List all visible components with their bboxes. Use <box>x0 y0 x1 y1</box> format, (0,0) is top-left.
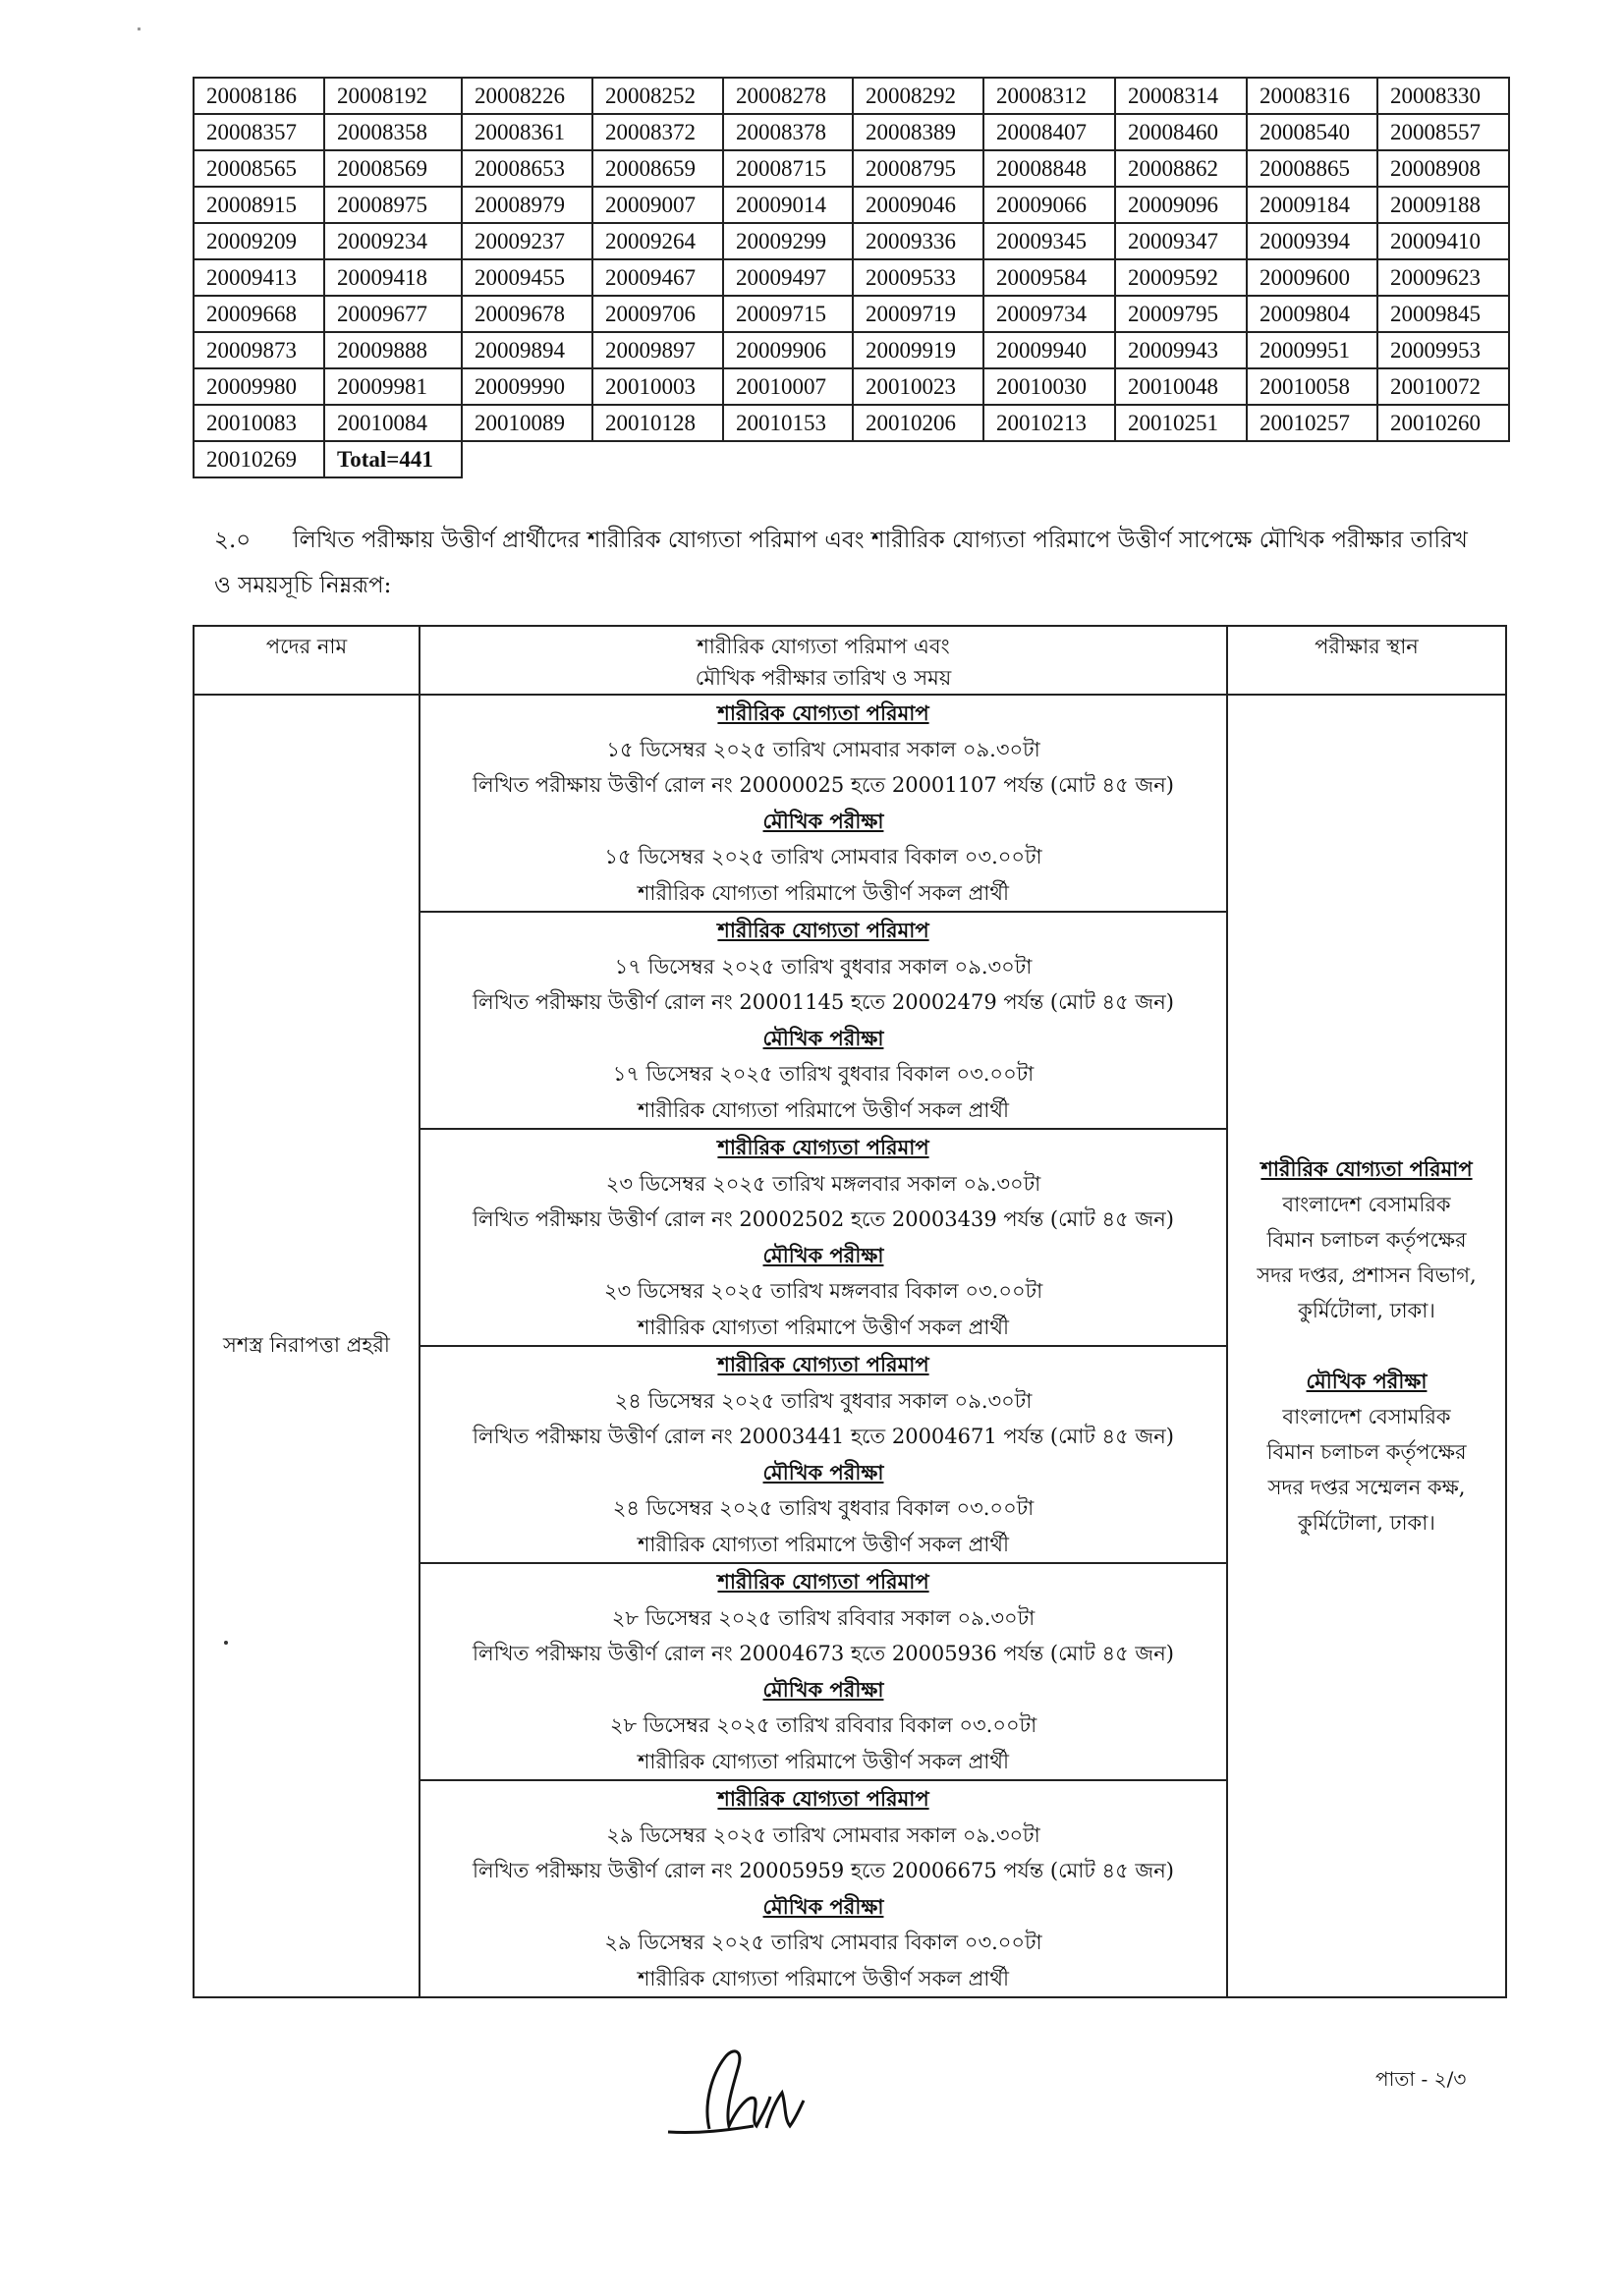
roll-cell: 20010007 <box>723 368 853 405</box>
viva-heading: মৌখিক পরীক্ষা <box>762 808 884 833</box>
header-post: পদের নাম <box>194 626 420 695</box>
roll-cell: 20009980 <box>194 368 324 405</box>
roll-cell: 20009345 <box>983 223 1115 259</box>
roll-cell: 20008975 <box>324 187 462 223</box>
empty-cell <box>1115 441 1247 477</box>
pm-rolls: লিখিত পরীক্ষায় উত্তীর্ণ রোল নং 20003441 হতে 20004671 পর্যন্ত (মোট ৪৫ জন) <box>473 1425 1174 1448</box>
pm-rolls: লিখিত পরীক্ষায় উত্তীর্ণ রোল নং 20002502 হতে 20003439 পর্যন্ত (মোট ৪৫ জন) <box>473 1207 1174 1231</box>
roll-cell: 20008186 <box>194 78 324 114</box>
roll-cell: 20009455 <box>462 259 592 296</box>
roll-cell: 20010072 <box>1377 368 1509 405</box>
empty-cell <box>1247 441 1377 477</box>
pm-date: ২৮ ডিসেম্বর ২০২৫ তারিখ রবিবার সকাল ০৯.৩০টা <box>611 1605 1036 1630</box>
venue-line: বিমান চলাচল কর্তৃপক্ষের <box>1266 1440 1467 1464</box>
venue-cell <box>1227 695 1506 1997</box>
roll-cell: 20009497 <box>723 259 853 296</box>
roll-cell: 20009299 <box>723 223 853 259</box>
roll-cell: 20009096 <box>1115 187 1247 223</box>
roll-cell: 20008795 <box>853 150 983 187</box>
roll-cell: 20008915 <box>194 187 324 223</box>
schedule-block <box>420 1563 1227 1780</box>
roll-cell: 20010030 <box>983 368 1115 405</box>
roll-row <box>194 187 1509 223</box>
roll-cell: 20008357 <box>194 114 324 150</box>
roll-row <box>194 259 1509 296</box>
speck <box>138 28 140 30</box>
roll-cell: 20008865 <box>1247 150 1377 187</box>
roll-row <box>194 405 1509 441</box>
roll-cell: 20010023 <box>853 368 983 405</box>
roll-cell: 20008715 <box>723 150 853 187</box>
pm-date: ১৭ ডিসেম্বর ২০২৫ তারিখ বুধবার সকাল ০৯.৩০টা <box>614 954 1033 979</box>
roll-cell: 20010048 <box>1115 368 1247 405</box>
roll-cell: 20008192 <box>324 78 462 114</box>
viva-eligible: শারীরিক যোগ্যতা পরিমাপে উত্তীর্ণ সকল প্রার্থী <box>637 1315 1010 1339</box>
roll-cell: 20010213 <box>983 405 1115 441</box>
roll-cell: 20009953 <box>1377 332 1509 368</box>
roll-cell: 20009347 <box>1115 223 1247 259</box>
pm-rolls: লিখিত পরীক্ষায় উত্তীর্ণ রোল নং 20001145 হতে 20002479 পর্যন্ত (মোট ৪৫ জন) <box>473 990 1174 1014</box>
post-name: সশস্ত্র নিরাপত্তা প্রহরী <box>194 695 420 1997</box>
roll-cell: 20008361 <box>462 114 592 150</box>
roll-cell: 20008908 <box>1377 150 1509 187</box>
empty-cell <box>462 441 592 477</box>
roll-row-last <box>194 441 1509 477</box>
header-venue: পরীক্ষার স্থান <box>1227 626 1506 695</box>
roll-cell: 20009678 <box>462 296 592 332</box>
roll-cell: 20010269 <box>194 441 324 477</box>
roll-cell: 20009184 <box>1247 187 1377 223</box>
roll-cell: 20009336 <box>853 223 983 259</box>
pm-heading: শারীরিক যোগ্যতা পরিমাপ <box>717 1786 929 1811</box>
empty-cell <box>1377 441 1509 477</box>
viva-heading: মৌখিক পরীক্ষা <box>762 1025 884 1050</box>
roll-cell: 20009873 <box>194 332 324 368</box>
roll-cell: 20010257 <box>1247 405 1377 441</box>
roll-cell: 20009533 <box>853 259 983 296</box>
roll-row <box>194 296 1509 332</box>
roll-cell: 20008330 <box>1377 78 1509 114</box>
empty-cell <box>853 441 983 477</box>
roll-cell: 20008565 <box>194 150 324 187</box>
roll-cell: 20009715 <box>723 296 853 332</box>
viva-date: ১৭ ডিসেম্বর ২০২৫ তারিখ বুধবার বিকাল ০৩.০০টা <box>612 1062 1035 1086</box>
schedule-block <box>420 695 1227 912</box>
roll-cell: 20009894 <box>462 332 592 368</box>
roll-cell: 20009940 <box>983 332 1115 368</box>
viva-date: ২৪ ডিসেম্বর ২০২৫ তারিখ বুধবার বিকাল ০৩.০০টা <box>612 1496 1035 1520</box>
roll-row <box>194 78 1509 114</box>
roll-cell: 20008557 <box>1377 114 1509 150</box>
roll-cell: 20009209 <box>194 223 324 259</box>
roll-cell: 20009951 <box>1247 332 1377 368</box>
pm-heading: শারীরিক যোগ্যতা পরিমাপ <box>717 1135 929 1159</box>
roll-cell: 20009410 <box>1377 223 1509 259</box>
pm-date: ২৪ ডিসেম্বর ২০২৫ তারিখ বুধবার সকাল ০৯.৩০টা <box>614 1388 1033 1413</box>
roll-row <box>194 114 1509 150</box>
venue-line: সদর দপ্তর, প্রশাসন বিভাগ, <box>1257 1263 1477 1287</box>
roll-cell: 20008569 <box>324 150 462 187</box>
roll-cell: 20009919 <box>853 332 983 368</box>
roll-cell: 20008653 <box>462 150 592 187</box>
roll-cell: 20009592 <box>1115 259 1247 296</box>
viva-heading: মৌখিক পরীক্ষা <box>762 1242 884 1267</box>
pm-rolls: লিখিত পরীক্ষায় উত্তীর্ণ রোল নং 20004673 হতে 20005936 পর্যন্ত (মোট ৪৫ জন) <box>473 1642 1174 1665</box>
roll-cell: 20008226 <box>462 78 592 114</box>
roll-cell: 20008407 <box>983 114 1115 150</box>
roll-cell: 20010058 <box>1247 368 1377 405</box>
roll-cell: 20010128 <box>592 405 723 441</box>
roll-number-table <box>193 77 1510 478</box>
pm-rolls: লিখিত পরীক্ষায় উত্তীর্ণ রোল নং 20005959 হতে 20006675 পর্যন্ত (মোট ৪৫ জন) <box>473 1859 1174 1882</box>
pm-date: ২৩ ডিসেম্বর ২০২৫ তারিখ মঙ্গলবার সকাল ০৯.৩০টা <box>605 1171 1041 1196</box>
schedule-table <box>193 625 1507 1998</box>
venue-viva-heading: মৌখিক পরীক্ষা <box>1306 1369 1428 1393</box>
pm-heading: শারীরিক যোগ্যতা পরিমাপ <box>717 1569 929 1594</box>
roll-cell: 20008460 <box>1115 114 1247 150</box>
roll-cell: 20010089 <box>462 405 592 441</box>
roll-cell: 20008358 <box>324 114 462 150</box>
empty-cell <box>723 441 853 477</box>
roll-cell: 20009943 <box>1115 332 1247 368</box>
viva-date: ১৫ ডিসেম্বর ২০২৫ তারিখ সোমবার বিকাল ০৩.০০টা <box>604 845 1042 868</box>
roll-cell: 20009906 <box>723 332 853 368</box>
venue-line: কুর্মিটোলা, ঢাকা। <box>1298 1299 1435 1322</box>
schedule-row <box>194 695 1506 912</box>
roll-cell: 20009888 <box>324 332 462 368</box>
roll-cell: 20009234 <box>324 223 462 259</box>
roll-cell: 20010206 <box>853 405 983 441</box>
roll-cell: 20009188 <box>1377 187 1509 223</box>
roll-cell: 20008252 <box>592 78 723 114</box>
roll-cell: 20009677 <box>324 296 462 332</box>
viva-date: ২৮ ডিসেম্বর ২০২৫ তারিখ রবিবার বিকাল ০৩.০০টা <box>609 1713 1037 1737</box>
roll-cell: 20008314 <box>1115 78 1247 114</box>
roll-cell: 20008540 <box>1247 114 1377 150</box>
roll-cell: 20008378 <box>723 114 853 150</box>
roll-cell: 20009897 <box>592 332 723 368</box>
roll-cell: 20010084 <box>324 405 462 441</box>
roll-cell: 20010083 <box>194 405 324 441</box>
roll-cell: 20009237 <box>462 223 592 259</box>
viva-heading: মৌখিক পরীক্ষা <box>762 1676 884 1702</box>
viva-date: ২৯ ডিসেম্বর ২০২৫ তারিখ সোমবার বিকাল ০৩.০০টা <box>604 1931 1042 1954</box>
roll-cell: 20008862 <box>1115 150 1247 187</box>
viva-heading: মৌখিক পরীক্ষা <box>762 1893 884 1919</box>
pm-heading: শারীরিক যোগ্যতা পরিমাপ <box>717 918 929 942</box>
viva-date: ২৩ ডিসেম্বর ২০২৫ তারিখ মঙ্গলবার বিকাল ০৩.০০টা <box>603 1279 1043 1303</box>
viva-eligible: শারীরিক যোগ্যতা পরিমাপে উত্তীর্ণ সকল প্রার্থী <box>637 1749 1010 1773</box>
viva-eligible: শারীরিক যোগ্যতা পরিমাপে উত্তীর্ণ সকল প্রার্থী <box>637 1097 1010 1122</box>
empty-cell <box>983 441 1115 477</box>
speck <box>224 1641 228 1645</box>
roll-cell: 20009584 <box>983 259 1115 296</box>
schedule-block <box>420 1346 1227 1563</box>
roll-cell: 20009795 <box>1115 296 1247 332</box>
roll-cell: 20009981 <box>324 368 462 405</box>
roll-cell: 20009719 <box>853 296 983 332</box>
roll-row <box>194 332 1509 368</box>
roll-cell: 20009066 <box>983 187 1115 223</box>
pm-heading: শারীরিক যোগ্যতা পরিমাপ <box>717 1352 929 1376</box>
schedule-block <box>420 1129 1227 1346</box>
roll-cell: 20009413 <box>194 259 324 296</box>
roll-row <box>194 223 1509 259</box>
page-number: পাতা - ২/৩ <box>1375 2067 1467 2091</box>
viva-eligible: শারীরিক যোগ্যতা পরিমাপে উত্তীর্ণ সকল প্রার্থী <box>637 880 1010 905</box>
roll-cell: 20009467 <box>592 259 723 296</box>
roll-cell: 20010260 <box>1377 405 1509 441</box>
roll-row <box>194 368 1509 405</box>
header-schedule: শারীরিক যোগ্যতা পরিমাপ এবং মৌখিক পরীক্ষার তারিখ ও সময় <box>420 626 1227 695</box>
pm-rolls: লিখিত পরীক্ষায় উত্তীর্ণ রোল নং 20000025 হতে 20001107 পর্যন্ত (মোট ৪৫ জন) <box>473 773 1174 797</box>
roll-cell: 20009804 <box>1247 296 1377 332</box>
roll-cell: 20008848 <box>983 150 1115 187</box>
roll-cell: 20009734 <box>983 296 1115 332</box>
roll-cell: 20009007 <box>592 187 723 223</box>
roll-cell: 20008372 <box>592 114 723 150</box>
pm-heading: শারীরিক যোগ্যতা পরিমাপ <box>717 700 929 725</box>
roll-cell: 20008278 <box>723 78 853 114</box>
roll-cell: 20009845 <box>1377 296 1509 332</box>
roll-cell: 20010003 <box>592 368 723 405</box>
roll-cell: 20009264 <box>592 223 723 259</box>
roll-cell: 20009990 <box>462 368 592 405</box>
section-number: ২.০ <box>214 528 252 553</box>
venue-line: বিমান চলাচল কর্তৃপক্ষের <box>1266 1228 1467 1252</box>
roll-cell: 20009706 <box>592 296 723 332</box>
roll-cell: 20009394 <box>1247 223 1377 259</box>
roll-cell: 20009046 <box>853 187 983 223</box>
roll-cell: 20008312 <box>983 78 1115 114</box>
viva-heading: মৌখিক পরীক্ষা <box>762 1459 884 1484</box>
section-paragraph <box>214 518 1491 608</box>
roll-cell: 20009600 <box>1247 259 1377 296</box>
roll-cell: 20009623 <box>1377 259 1509 296</box>
pm-date: ২৯ ডিসেম্বর ২০২৫ তারিখ সোমবার সকাল ০৯.৩০টা <box>606 1822 1040 1847</box>
venue-line: বাংলাদেশ বেসামরিক <box>1282 1405 1451 1428</box>
section-text: লিখিত পরীক্ষায় উত্তীর্ণ প্রার্থীদের শারীরিক যোগ্যতা পরিমাপ এবং শারীরিক যোগ্যতা পরিমাপে উত্তীর্ণ সাপেক্ষে মৌখিক পরীক্ষার তারিখ ও সময়সূচি নিম্নরূপ: <box>214 528 1468 598</box>
empty-cell <box>592 441 723 477</box>
roll-cell: 20008292 <box>853 78 983 114</box>
schedule-block <box>420 912 1227 1129</box>
roll-cell: 20010153 <box>723 405 853 441</box>
signature-icon <box>660 2036 857 2154</box>
venue-pm-heading: শারীরিক যোগ্যতা পরিমাপ <box>1260 1156 1473 1181</box>
roll-total: Total=441 <box>324 441 462 477</box>
viva-eligible: শারীরিক যোগ্যতা পরিমাপে উত্তীর্ণ সকল প্রার্থী <box>637 1532 1010 1556</box>
roll-cell: 20008659 <box>592 150 723 187</box>
venue-line: বাংলাদেশ বেসামরিক <box>1282 1193 1451 1216</box>
roll-cell: 20010251 <box>1115 405 1247 441</box>
pm-date: ১৫ ডিসেম্বর ২০২৫ তারিখ সোমবার সকাল ০৯.৩০টা <box>606 737 1040 761</box>
viva-eligible: শারীরিক যোগ্যতা পরিমাপে উত্তীর্ণ সকল প্রার্থী <box>637 1966 1010 1990</box>
roll-cell: 20009668 <box>194 296 324 332</box>
roll-row <box>194 150 1509 187</box>
venue-line: সদর দপ্তর সম্মেলন কক্ষ, <box>1267 1476 1466 1499</box>
roll-cell: 20008389 <box>853 114 983 150</box>
roll-cell: 20008979 <box>462 187 592 223</box>
schedule-block <box>420 1780 1227 1997</box>
schedule-header-row <box>194 626 1506 695</box>
roll-cell: 20009014 <box>723 187 853 223</box>
roll-cell: 20008316 <box>1247 78 1377 114</box>
venue-line: কুর্মিটোলা, ঢাকা। <box>1298 1511 1435 1535</box>
roll-cell: 20009418 <box>324 259 462 296</box>
